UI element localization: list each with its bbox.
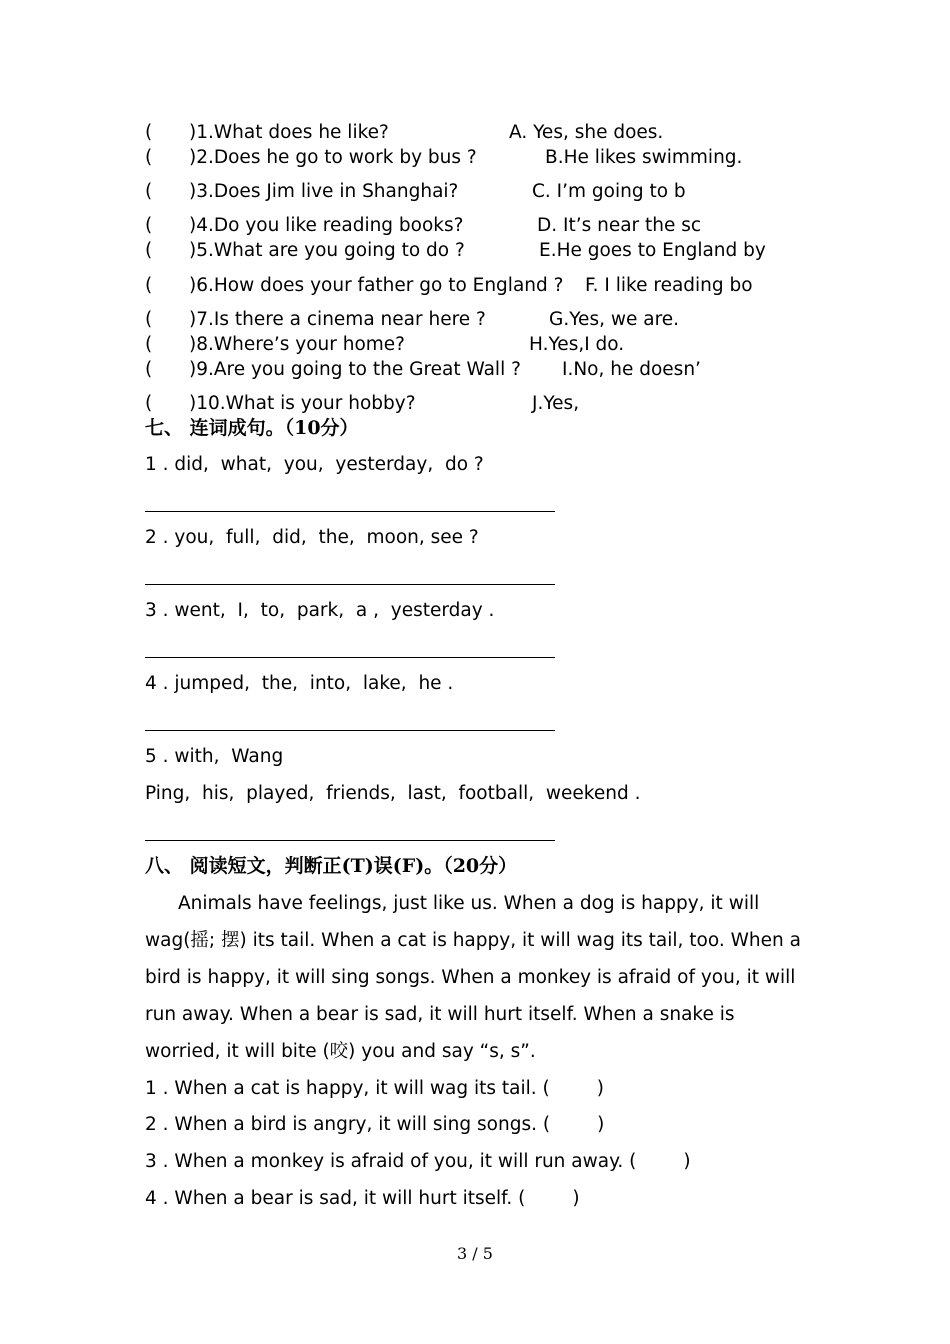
question-4: )4.Do you like reading books?	[189, 215, 464, 236]
question-1: )1.What does he like?	[189, 122, 389, 143]
sentence-item-2: 2 . you, full, did, the, moon, see ?	[145, 527, 479, 548]
question-8: )8.Where’s your home?	[189, 334, 405, 355]
paren-6: (	[145, 275, 153, 296]
question-7: )7.Is there a cinema near here ?	[189, 309, 486, 330]
paren-1: (	[145, 122, 153, 143]
sentence-item-1: 1 . did, what, you, yesterday, do ?	[145, 454, 484, 475]
tf-question-2: 2 . When a bird is angry, it will sing songs. ( )	[145, 1114, 605, 1135]
question-6: )6.How does your father go to England ?	[189, 275, 564, 296]
answer-d: D. It’s near the sc	[537, 215, 702, 236]
tf-question-4: 4 . When a bear is sad, it will hurt itself. ( )	[145, 1188, 580, 1209]
section-seven-title: 七、 连词成句。（10分）	[145, 417, 359, 439]
question-5: )5.What are you going to do ?	[189, 240, 465, 261]
question-3: )3.Does Jim live in Shanghai?	[189, 181, 459, 202]
question-10: )10.What is your hobby?	[189, 393, 416, 414]
answer-line-4[interactable]	[145, 730, 555, 731]
answer-line-3[interactable]	[145, 657, 555, 658]
paren-2: (	[145, 147, 153, 168]
question-9: )9.Are you going to the Great Wall ?	[189, 359, 521, 380]
paren-3: (	[145, 181, 153, 202]
question-2: )2.Does he go to work by bus ?	[189, 147, 477, 168]
sentence-item-5: 5 . with, Wang	[145, 746, 284, 767]
paren-7: (	[145, 309, 153, 330]
answer-line-2[interactable]	[145, 584, 555, 585]
sentence-item-4: 4 . jumped, the, into, lake, he .	[145, 673, 454, 694]
answer-i: I.No, he doesn’	[562, 359, 701, 380]
answer-g: G.Yes, we are.	[549, 309, 680, 330]
paren-10: (	[145, 393, 153, 414]
answer-a: A. Yes, she does.	[509, 122, 664, 143]
answer-j: J.Yes,	[532, 393, 580, 414]
sentence-item-5-continued: Ping, his, played, friends, last, football, weekend .	[145, 783, 641, 804]
page-number: 3 / 5	[457, 1244, 493, 1263]
answer-c: C. I’m going to b	[532, 181, 686, 202]
tf-question-3: 3 . When a monkey is afraid of you, it will run away. ( )	[145, 1151, 691, 1172]
paren-4: (	[145, 215, 153, 236]
answer-b: B.He likes swimming.	[545, 147, 743, 168]
section-eight-title: 八、 阅读短文，判断正(T)误(F)。（20分）	[145, 855, 518, 877]
reading-passage: Animals have feelings, just like us. When a dog is happy, it will wag(摇; 摆) its tail. When a cat is happy, it will wag its tail, too. When a bird is happy, it will sing songs. When a monkey is afraid of you, it will run away. When a bear is sad, it will hurt itself. When a snake is worried, it will bite (咬) you and say “s, s”.	[145, 893, 801, 1062]
answer-e: E.He goes to England by	[539, 240, 766, 261]
paren-5: (	[145, 240, 153, 261]
answer-line-1[interactable]	[145, 511, 555, 512]
answer-h: H.Yes,I do.	[529, 334, 625, 355]
answer-line-5[interactable]	[145, 840, 555, 841]
paren-8: (	[145, 334, 153, 355]
answer-f: F. I like reading bo	[585, 275, 753, 296]
sentence-item-3: 3 . went, I, to, park, a , yesterday .	[145, 600, 495, 621]
tf-question-1: 1 . When a cat is happy, it will wag its tail. ( )	[145, 1078, 605, 1099]
paren-9: (	[145, 359, 153, 380]
